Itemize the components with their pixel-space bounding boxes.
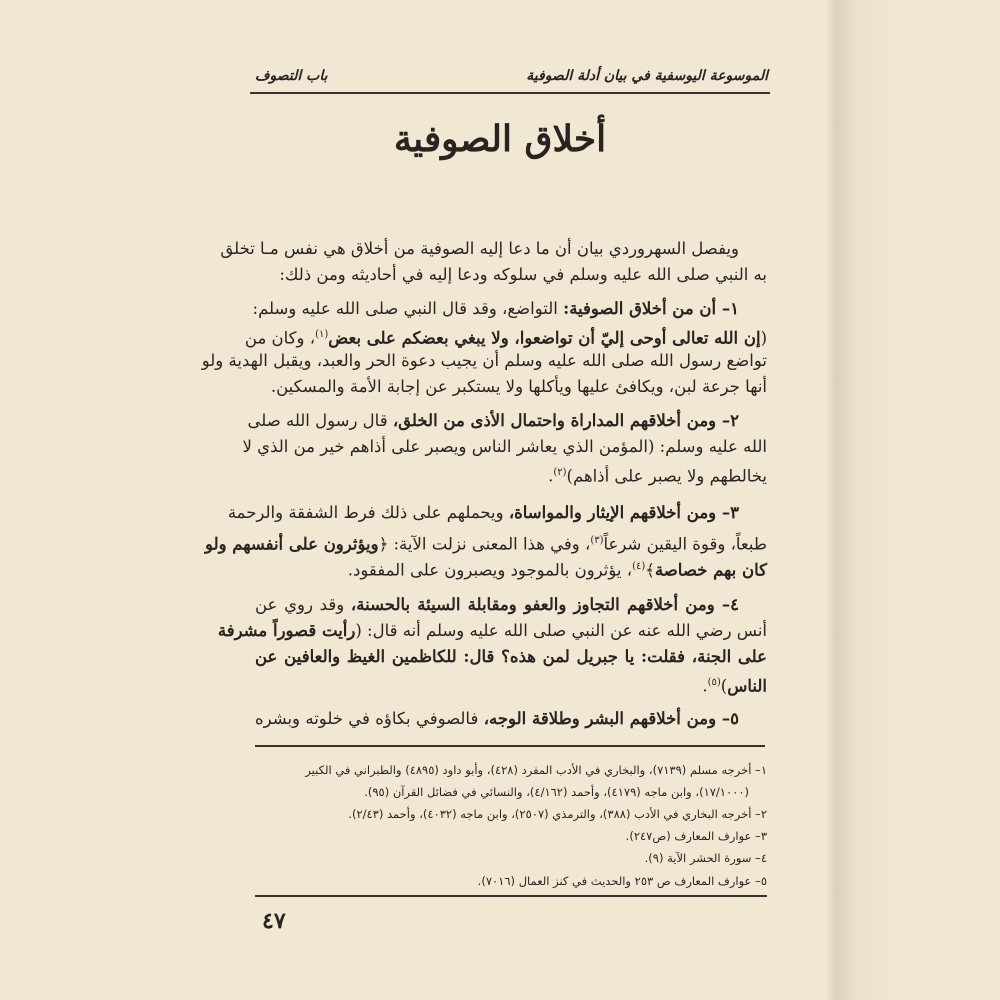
text-segment: إن الله تعالى أوحى إليّ أن تواضعوا، ولا يبغي بعضكم على بعض xyxy=(328,328,761,348)
header-book-title: الموسوعة اليوسفية في بيان أدلة الصوفية xyxy=(526,68,768,84)
text-segment: ، يؤثرون بالموجود ويصبرون على المفقود. xyxy=(347,560,633,580)
header-chapter: باب التصوف xyxy=(255,68,328,84)
body-line xyxy=(220,238,767,260)
body-line xyxy=(247,410,767,432)
page-number: ٤٧ xyxy=(262,908,286,934)
text-segment: على الجنة، فقلت: يا جبريل لمن هذه؟ قال: للكاظمين الغيظ والعافين عن xyxy=(255,647,767,666)
text-segment: أنس رضي الله عنه عن النبي صلى الله عليه وسلم أنه قال: ( xyxy=(355,621,767,640)
body-line xyxy=(255,646,767,668)
text-segment: التواضع، وقد قال النبي صلى الله عليه وسلم: xyxy=(252,299,564,318)
text-segment: ﴾ xyxy=(645,560,655,580)
body-line xyxy=(205,530,767,556)
body-line xyxy=(255,556,767,582)
text-segment: قال رسول الله صلى xyxy=(247,411,393,430)
footnote: ٣– عوارف المعارف (ص٢٤٧). xyxy=(625,829,767,843)
text-segment: الله عليه وسلم: (المؤمن الذي يعاشر الناس ويصبر على أذاهم خير من الذي لا xyxy=(242,437,767,456)
body-line xyxy=(201,350,767,372)
text-segment: ١– أن من أخلاق الصوفية: xyxy=(563,299,739,318)
footnote-ref: (٤) xyxy=(632,561,646,572)
footnote-rule xyxy=(255,745,765,747)
text-segment: تواضع رسول الله صلى الله عليه وسلم أن يجيب دعوة الحر والعبد، ويقبل الهدية ولو xyxy=(201,351,767,370)
body-line xyxy=(217,620,767,642)
text-segment: رأيت قصوراً مشرفة xyxy=(217,621,356,640)
text-segment: ٣– ومن أخلاقهم الإيثار والمواساة، xyxy=(508,503,739,522)
body-line xyxy=(255,672,767,698)
text-segment: كان بهم خصاصة xyxy=(654,560,767,580)
footnote: ٥– عوارف المعارف ص ٢٥٣ والحديث في كنز العمال (٧٠١٦). xyxy=(477,874,767,888)
body-line xyxy=(244,324,767,350)
body-line xyxy=(255,462,767,488)
body-line xyxy=(227,502,767,524)
body-line xyxy=(242,436,767,458)
footnote: ٢– أخرجه البخاري في الأدب (٣٨٨)، والترمذي (٢٥٠٧)، وابن ماجه (٤٠٣٢)، وأحمد (٢/٤٣). xyxy=(348,807,767,821)
body-line xyxy=(255,594,767,616)
body-line xyxy=(252,298,767,320)
footer-rule xyxy=(255,895,767,897)
text-segment: ٥– ومن أخلاقهم البشر وطلاقة الوجه، xyxy=(483,709,740,728)
text-segment: ٢– ومن أخلاقهم المداراة واحتمال الأذى من الخلق، xyxy=(392,411,739,430)
body-line xyxy=(255,376,767,398)
text-segment: ٤– ومن أخلاقهم التجاوز والعفو ومقابلة السيئة بالحسنة، xyxy=(350,595,739,614)
text-segment: . xyxy=(702,676,708,696)
text-segment: الناس xyxy=(727,676,767,696)
header-rule xyxy=(250,92,770,94)
text-segment: ويؤثرون على أنفسهم ولو xyxy=(205,534,379,554)
text-segment: وقد روي عن xyxy=(255,595,351,614)
footnote-ref: (٥) xyxy=(707,677,721,688)
text-segment: ( xyxy=(760,328,767,348)
text-segment: ، وفي هذا المعنى نزلت الآية: ﴿ xyxy=(378,534,591,554)
text-segment: ) xyxy=(720,676,728,696)
footnote-ref: (٢) xyxy=(553,467,567,478)
body-line xyxy=(255,708,767,730)
footnote-ref: (١) xyxy=(315,329,329,340)
text-segment: يخالطهم ولا يصبر على أذاهم) xyxy=(566,466,767,486)
text-segment: أنها جرعة لبن، ويكافئ عليها ويأكلها ولا يستكبر عن إجابة الأمة والمسكين. xyxy=(270,377,767,396)
footnote: ٤– سورة الحشر الآية (٩). xyxy=(644,851,767,865)
body-line xyxy=(255,264,767,286)
text-segment: ويفصل السهروردي بيان أن ما دعا إليه الصوفية من أخلاق هي نفس مـا تخلق xyxy=(220,239,739,258)
text-segment: ، وكان من xyxy=(244,328,316,348)
text-segment: طبعاً، وقوة اليقين شرعاً xyxy=(603,534,767,554)
footnote-ref: (٣) xyxy=(590,535,604,546)
text-segment: فالصوفي بكاؤه في خلوته وبشره xyxy=(255,709,484,728)
text-segment: ويحملهم على ذلك فرط الشفقة والرحمة xyxy=(227,503,509,522)
footnote: ١– أخرجه مسلم (٧١٣٩)، والبخاري في الأدب المفرد (٤٢٨)، وأبو داود (٤٨٩٥) والطبراني في الكبير xyxy=(305,763,767,777)
page-title: أخلاق الصوفية xyxy=(393,118,607,160)
text-segment: . xyxy=(548,466,554,486)
footnote: (١٧/١٠٠٠)، وابن ماجه (٤١٧٩)، وأحمد (٤/١٦٢)، والنسائي في فضائل القرآن (٩٥). xyxy=(364,785,749,799)
text-segment: به النبي صلى الله عليه وسلم في سلوكه ودعا إليه في أحاديثه ومن ذلك: xyxy=(279,265,767,284)
